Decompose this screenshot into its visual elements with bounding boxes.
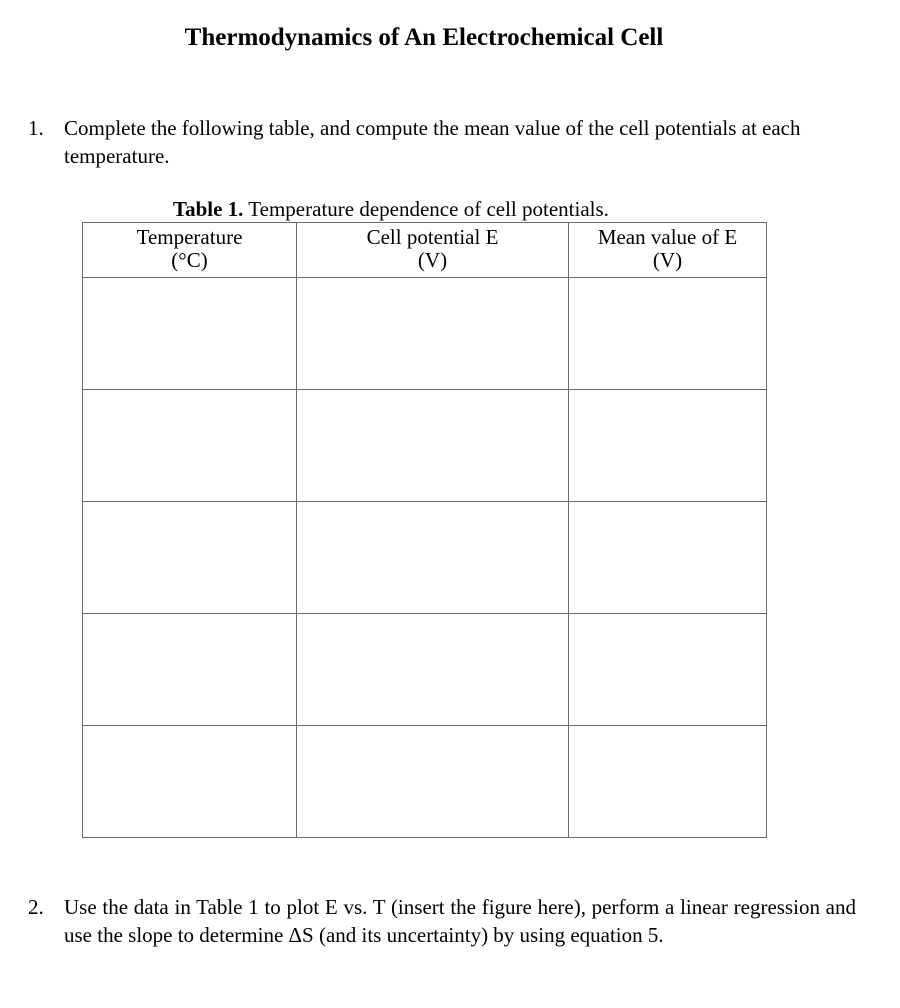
header-unit: (°C) xyxy=(171,248,208,272)
header-unit: (V) xyxy=(417,248,448,272)
table-caption xyxy=(173,196,609,222)
table-caption-label: Table 1. xyxy=(173,197,244,221)
table-row xyxy=(83,726,767,838)
table-cell[interactable] xyxy=(83,390,297,502)
question-text: Use the data in Table 1 to plot E vs. T (insert the figure here), perform a linear regression and use the slope to determine ΔS (and its uncertainty) by using equation 5. xyxy=(64,895,856,947)
question-text: Complete the following table, and compute the mean value of the cell potentials at each temperature. xyxy=(64,116,801,168)
table-row xyxy=(83,502,767,614)
table-row xyxy=(83,278,767,390)
question-2 xyxy=(28,893,856,949)
table-row xyxy=(83,390,767,502)
table-cell[interactable] xyxy=(297,390,569,502)
table-cell[interactable] xyxy=(569,614,767,726)
header-cell-potential xyxy=(297,223,569,278)
page-title: Thermodynamics of An Electrochemical Cell xyxy=(184,24,664,51)
question-number: 1. xyxy=(28,116,44,140)
header-label: Cell potential E xyxy=(366,225,499,249)
table-caption-text: Temperature dependence of cell potentials. xyxy=(243,197,609,221)
table-cell[interactable] xyxy=(297,614,569,726)
table-cell[interactable] xyxy=(569,502,767,614)
question-number: 2. xyxy=(28,895,44,919)
question-1 xyxy=(28,114,856,170)
table-cell[interactable] xyxy=(83,614,297,726)
table-cell[interactable] xyxy=(569,390,767,502)
header-label: Mean value of E xyxy=(597,225,738,249)
table-cell[interactable] xyxy=(83,502,297,614)
table-cell[interactable] xyxy=(297,502,569,614)
table-row xyxy=(83,614,767,726)
table-cell[interactable] xyxy=(569,278,767,390)
table-cell[interactable] xyxy=(83,726,297,838)
header-label: Temperature xyxy=(136,225,243,249)
table-cell[interactable] xyxy=(83,278,297,390)
header-unit: (V) xyxy=(652,248,683,272)
header-mean-value xyxy=(569,223,767,278)
table-header-row xyxy=(83,223,767,278)
table-cell[interactable] xyxy=(297,278,569,390)
table-cell[interactable] xyxy=(569,726,767,838)
header-temperature xyxy=(83,223,297,278)
table-cell[interactable] xyxy=(297,726,569,838)
data-table xyxy=(82,222,767,838)
